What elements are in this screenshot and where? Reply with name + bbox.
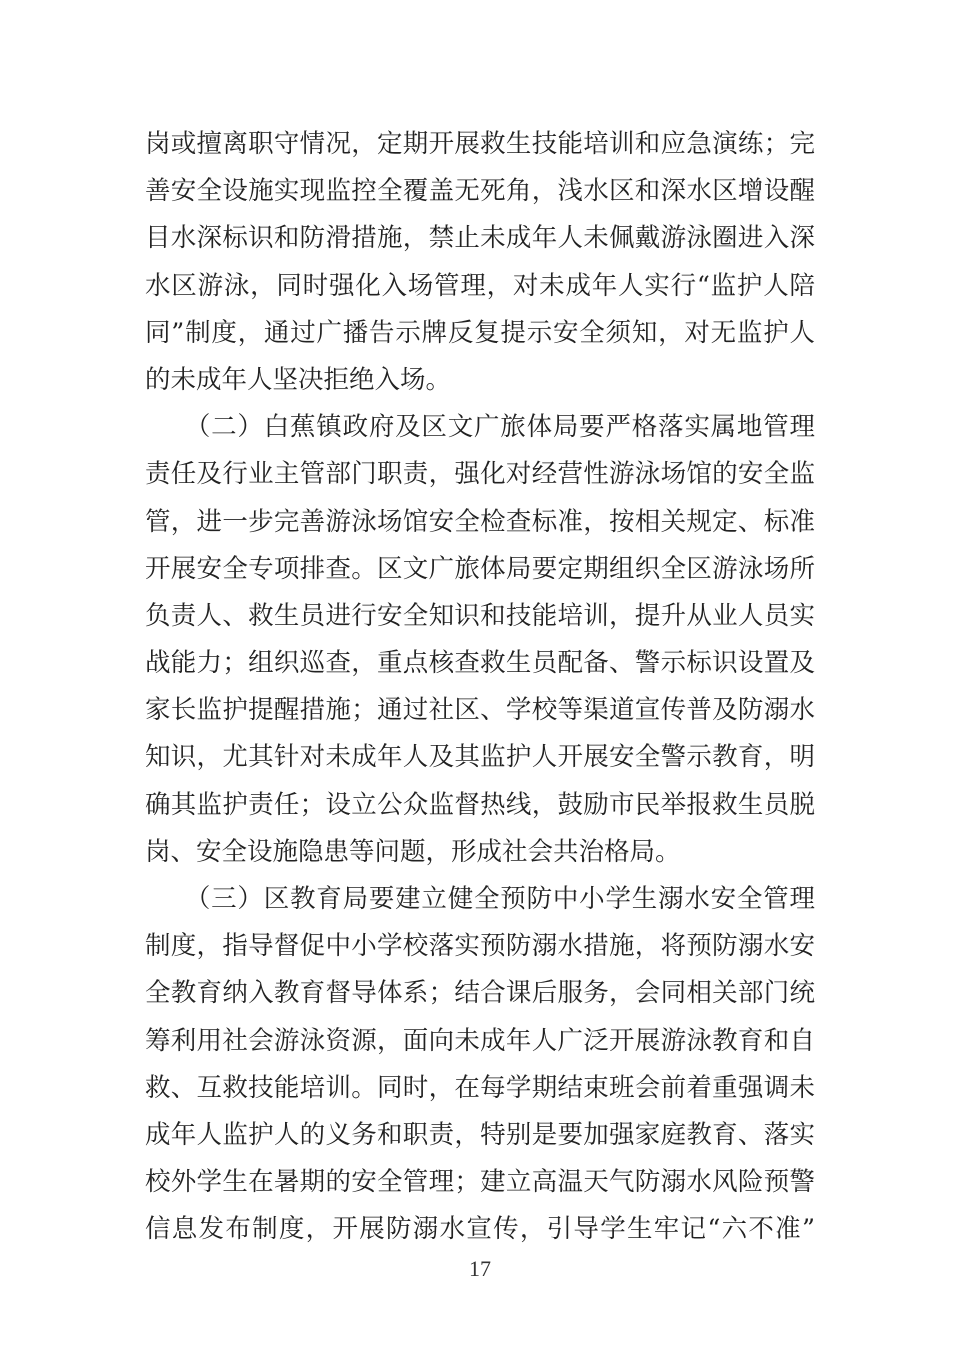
text-line: 责任及行业主管部门职责，强化对经营性游泳场馆的安全监 [145,459,815,490]
text-line: 岗、安全设施隐患等问题，形成社会共治格局。 [145,836,681,867]
text-line: 管，进一步完善游泳场馆安全检查标准，按相关规定、标准 [145,506,815,537]
text-line: （二）白蕉镇政府及区文广旅体局要严格落实属地管理 [145,412,815,443]
body-text [145,121,815,1254]
text-line: 水区游泳，同时强化入场管理，对未成年人实行“监护人陪 [145,270,815,301]
text-line: 筹利用社会游泳资源，面向未成年人广泛开展游泳教育和自 [145,1025,815,1056]
text-line: 全教育纳入教育督导体系；结合课后服务，会同相关部门统 [145,978,815,1009]
text-line: 信息发布制度，开展防溺水宣传，引导学生牢记“六不准” [145,1214,815,1245]
text-line: 战能力；组织巡查，重点核查救生员配备、警示标识设置及 [145,648,815,679]
text-line: 校外学生在暑期的安全管理；建立高温天气防溺水风险预警 [145,1167,815,1198]
text-line: 岗或擅离职守情况，定期开展救生技能培训和应急演练；完 [145,129,815,159]
text-line: 目水深标识和防滑措施，禁止未成年人未佩戴游泳圈进入深 [145,223,815,254]
text-line: 负责人、救生员进行安全知识和技能培训，提升从业人员实 [145,600,815,631]
text-line: （三）区教育局要建立健全预防中小学生溺水安全管理 [145,884,815,914]
text-line: 确其监护责任；设立公众监督热线，鼓励市民举报救生员脱 [145,789,815,820]
page-number: 17 [469,1256,491,1281]
text-line: 善安全设施实现监控全覆盖无死角，浅水区和深水区增设醒 [145,176,815,207]
text-line: 制度，指导督促中小学校落实预防溺水措施，将预防溺水安 [145,931,815,962]
text-line: 知识，尤其针对未成年人及其监护人开展安全警示教育，明 [145,742,815,773]
text-line: 同”制度，通过广播告示牌反复提示安全须知，对无监护人 [145,317,815,348]
text-line: 的未成年人坚决拒绝入场。 [145,364,452,395]
text-line: 开展安全专项排查。区文广旅体局要定期组织全区游泳场所 [145,553,815,584]
text-line: 家长监护提醒措施；通过社区、学校等渠道宣传普及防溺水 [145,695,815,726]
text-line: 救、互救技能培训。同时，在每学期结束班会前着重强调未 [145,1072,815,1103]
text-line: 成年人监护人的义务和职责，特别是要加强家庭教育、落实 [145,1119,815,1150]
